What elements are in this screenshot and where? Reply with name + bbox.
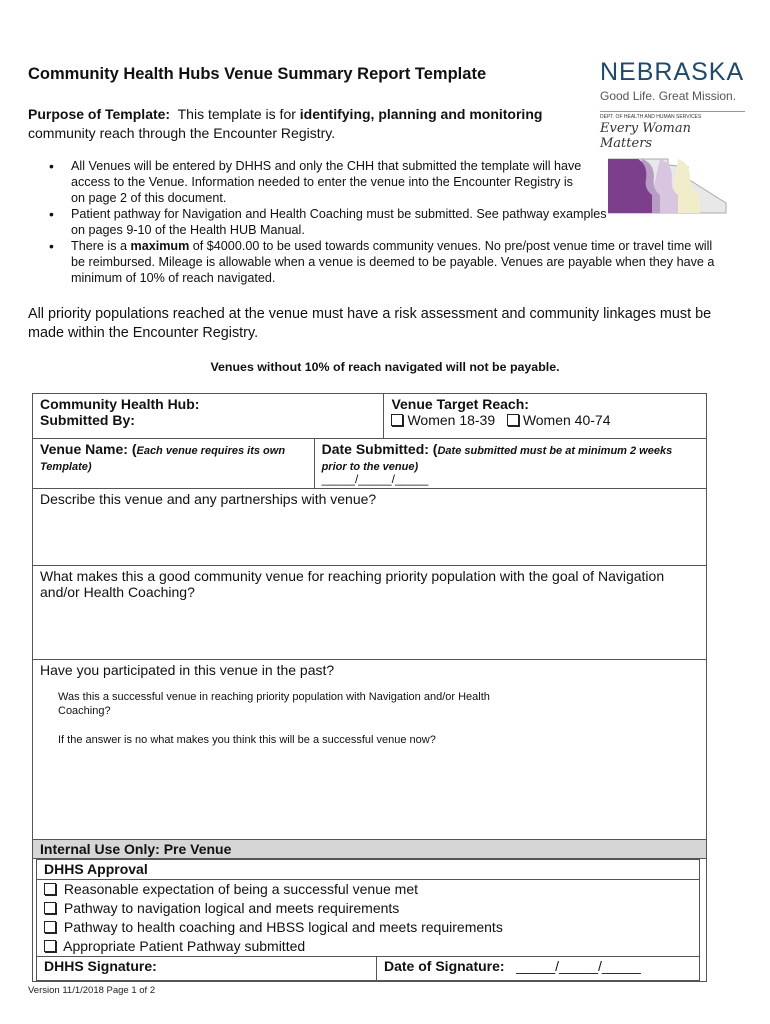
internal-use-label: Internal Use Only: Pre Venue (40, 841, 232, 857)
approval-item[interactable]: Pathway to health coaching and HBSS logical and meets requirements (37, 918, 700, 937)
describe-venue-question: Describe this venue and any partnerships with venue? (40, 491, 377, 507)
date-submitted-blank: _____/_____/_____ (321, 472, 429, 486)
venue-name-note: Each venue requires its own Template) (40, 445, 286, 473)
approval-item[interactable]: Pathway to navigation logical and meets requirements (37, 899, 700, 918)
target-reach-cell (384, 394, 707, 439)
approval-item[interactable]: Appropriate Patient Pathway submitted (37, 937, 700, 957)
priority-paragraph: All priority populations reached at the venue must have a risk assessment and community linkages must be made within the Encounter Registry. (28, 306, 712, 341)
internal-use-header (33, 840, 707, 859)
date-submitted-note: Date submitted must be at minimum 2 weeks prior to the venue) (321, 445, 673, 473)
hub-cell (33, 394, 384, 439)
dhhs-approval-label: DHHS Approval (37, 860, 700, 880)
good-venue-question: What makes this a good community venue for reaching priority population with the goal of Navigation and/or Health Coaching? (40, 568, 665, 600)
good-venue-field[interactable] (33, 566, 707, 660)
list-item: • All Venues will be entered by DHHS and only the CHH that submitted the template will have access to the Venue. Information needed to enter the venue into the Encounter Registry is on page 2 of this document. (28, 158, 586, 206)
hub-label: Community Health Hub: (40, 396, 200, 412)
purpose-text-1: This template is for (177, 106, 296, 122)
target-reach-label: Venue Target Reach: (391, 396, 529, 412)
past-participation-field[interactable] (33, 660, 707, 840)
list-item: • Patient pathway for Navigation and Health Coaching must be submitted. See pathway examples on pages 9-10 of the Health HUB Manual. (28, 206, 611, 238)
approval-checkbox[interactable] (44, 940, 56, 952)
option-18-39-label: Women 18-39 (407, 412, 496, 428)
payment-notice: Venues without 10% of reach navigated will not be payable. (210, 360, 560, 374)
program-name: Every Woman Matters (600, 121, 691, 151)
dhhs-approval-table (36, 859, 700, 981)
internal-use-section (33, 859, 707, 982)
women-18-39-checkbox[interactable] (391, 414, 403, 426)
logo-wordmark: NEBRASKA (600, 58, 745, 86)
venue-name-label: Venue Name: ( (40, 441, 137, 457)
purpose-text-2: community reach through the Encounter Registry. (28, 125, 336, 141)
date-submitted-label: Date Submitted: ( (321, 441, 438, 457)
purpose-paragraph (28, 105, 593, 143)
approval-item[interactable]: Reasonable expectation of being a successful venue met (37, 880, 700, 900)
venue-form-table (32, 393, 707, 982)
describe-venue-field[interactable] (33, 489, 707, 566)
page-title: Community Health Hubs Venue Summary Report Template (28, 65, 487, 83)
purpose-label: Purpose of Template: (28, 106, 171, 122)
approval-checkbox[interactable] (44, 902, 56, 914)
date-submitted-cell[interactable] (314, 439, 706, 489)
page-footer: Version 11/1/2018 Page 1 of 2 (28, 985, 156, 996)
venue-name-cell[interactable] (33, 439, 315, 489)
date-of-signature-blank: _____/_____/_____ (516, 958, 641, 974)
women-40-74-checkbox[interactable] (507, 414, 519, 426)
purpose-emphasis: identifying, planning and monitoring (299, 106, 543, 122)
dhhs-signature-field[interactable]: DHHS Signature: (37, 957, 377, 981)
approval-checkbox[interactable] (44, 921, 56, 933)
logo-tagline: Good Life. Great Mission. (600, 89, 737, 103)
rules-list (28, 158, 728, 286)
past-participation-question: Have you participated in this venue in the past? (40, 662, 335, 678)
option-40-74-label: Women 40-74 (522, 412, 611, 428)
list-item: • There is a maximum of $4000.00 to be used towards community venues. No pre/post venue time or travel time will be reimbursed. Mileage is allowable when a venue is deemed to be payable. Venues are payable when they have a minimum of 10% of reach navigated. (28, 238, 716, 286)
approval-checkbox[interactable] (44, 883, 56, 895)
date-of-signature-field[interactable]: Date of Signature: _____/_____/_____ (377, 957, 700, 981)
submitted-by-label: Submitted By: (40, 412, 135, 428)
logo-dept: DEPT. OF HEALTH AND HUMAN SERVICES (600, 111, 745, 120)
why-successful-question: If the answer is no what makes you think this will be a successful venue now? (58, 734, 436, 746)
success-question: Was this a successful venue in reaching priority population with Navigation and/or Health Coaching? (58, 691, 490, 717)
